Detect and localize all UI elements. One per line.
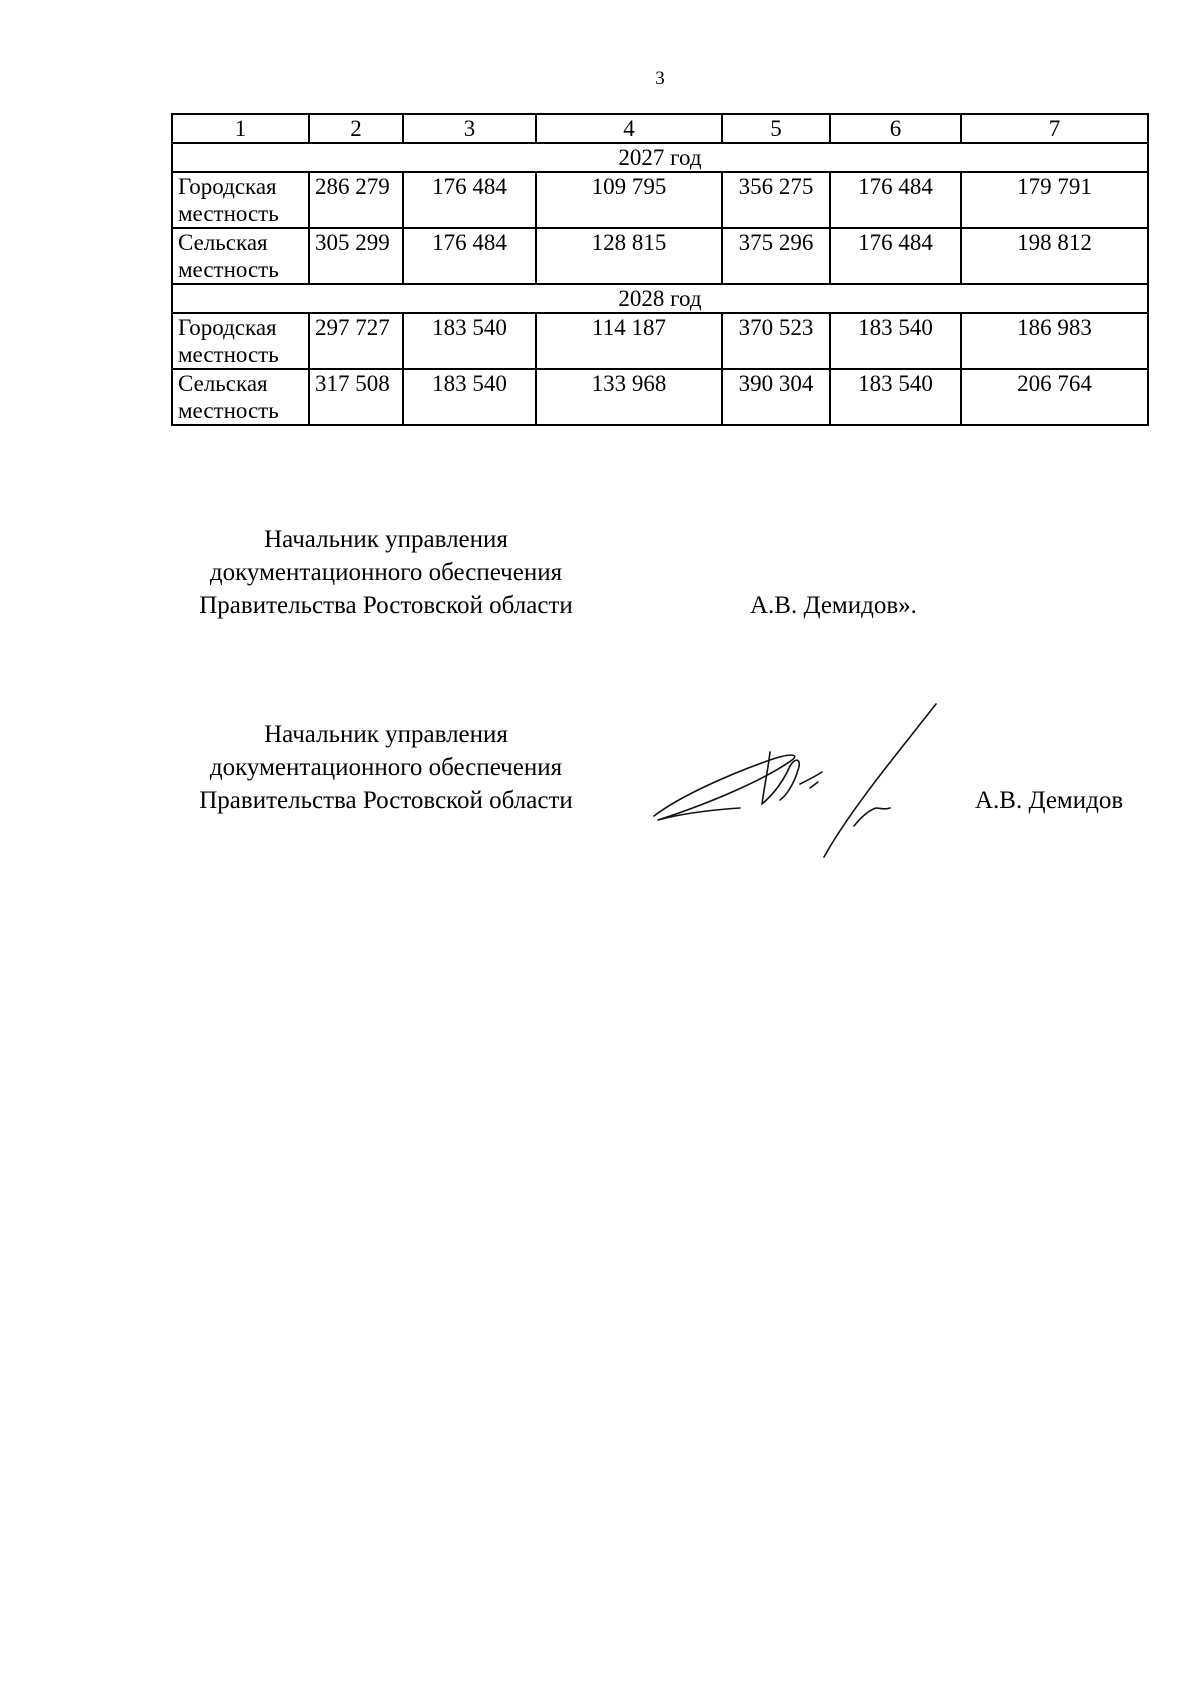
table-row xyxy=(172,313,1148,369)
table-row xyxy=(172,228,1148,284)
table-cell: 317 508 xyxy=(309,369,403,425)
table-cell: 176 484 xyxy=(830,172,961,228)
table-cell: 297 727 xyxy=(309,313,403,369)
table-cell: 390 304 xyxy=(722,369,830,425)
table-row xyxy=(172,369,1148,425)
signer-title-line: Начальник управления xyxy=(264,526,508,553)
year-section-row xyxy=(172,143,1148,172)
signer-title-line: Правительства Ростовской области xyxy=(199,787,573,814)
year-label: 2028 год xyxy=(172,284,1148,313)
data-table xyxy=(171,113,1149,426)
signer-title-block xyxy=(171,718,601,817)
table-cell: 186 983 xyxy=(961,313,1148,369)
table-cell: 305 299 xyxy=(309,228,403,284)
table-cell: 183 540 xyxy=(403,369,536,425)
table-cell: 176 484 xyxy=(403,228,536,284)
table-cell: 176 484 xyxy=(403,172,536,228)
handwritten-signature-icon xyxy=(650,700,960,865)
column-header: 1 xyxy=(172,114,309,143)
column-header: 7 xyxy=(961,114,1148,143)
row-label: Сельская местность xyxy=(172,228,309,284)
signer-name: А.В. Демидов xyxy=(975,787,1124,814)
table-cell: 133 968 xyxy=(536,369,722,425)
table-cell: 183 540 xyxy=(830,313,961,369)
table-cell: 375 296 xyxy=(722,228,830,284)
column-header: 6 xyxy=(830,114,961,143)
signer-title-block xyxy=(171,523,601,622)
signer-title-line: документационного обеспечения xyxy=(209,754,563,781)
table-cell: 109 795 xyxy=(536,172,722,228)
column-header: 3 xyxy=(403,114,536,143)
table-cell: 183 540 xyxy=(830,369,961,425)
signer-title-line: Правительства Ростовской области xyxy=(199,592,573,619)
year-label: 2027 год xyxy=(172,143,1148,172)
table-cell: 198 812 xyxy=(961,228,1148,284)
row-label: Сельская местность xyxy=(172,369,309,425)
year-section-row xyxy=(172,284,1148,313)
column-header: 5 xyxy=(722,114,830,143)
table-cell: 179 791 xyxy=(961,172,1148,228)
table-header-row xyxy=(172,114,1148,143)
table-cell: 206 764 xyxy=(961,369,1148,425)
signer-name: А.В. Демидов». xyxy=(750,592,917,619)
table-cell: 128 815 xyxy=(536,228,722,284)
table-cell: 370 523 xyxy=(722,313,830,369)
table-cell: 114 187 xyxy=(536,313,722,369)
table-row xyxy=(172,172,1148,228)
column-header: 2 xyxy=(309,114,403,143)
table-cell: 286 279 xyxy=(309,172,403,228)
row-label: Городская местность xyxy=(172,172,309,228)
signer-title-line: документационного обеспечения xyxy=(209,559,563,586)
signer-title-line: Начальник управления xyxy=(264,721,508,748)
page-number: 3 xyxy=(655,68,665,89)
column-header: 4 xyxy=(536,114,722,143)
table-cell: 176 484 xyxy=(830,228,961,284)
table-cell: 356 275 xyxy=(722,172,830,228)
table-cell: 183 540 xyxy=(403,313,536,369)
row-label: Городская местность xyxy=(172,313,309,369)
